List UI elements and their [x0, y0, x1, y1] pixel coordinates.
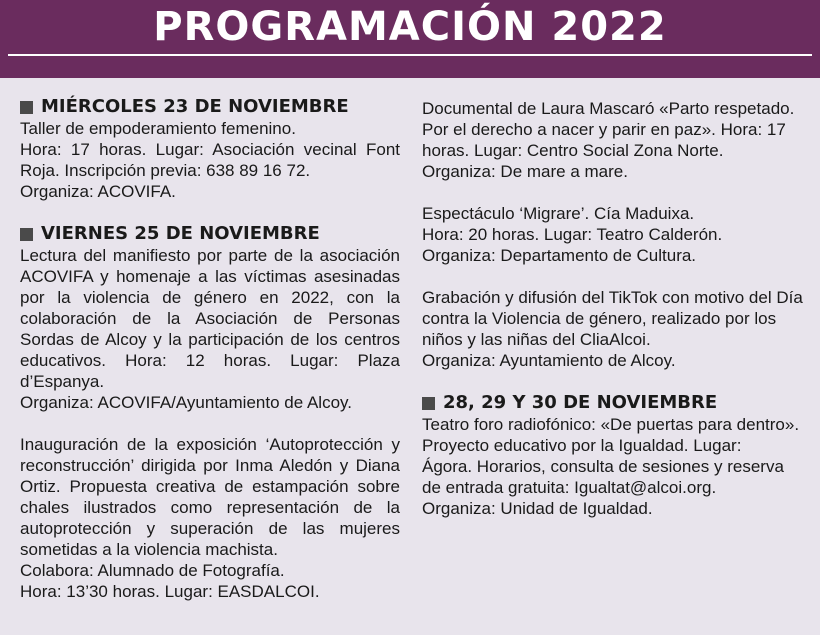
event-wednesday-23 [20, 96, 400, 202]
event-description: Espectáculo ‘Migrare’. Cía Maduixa. [422, 204, 695, 223]
event-description: Teatro foro radiofónico: «De puertas para dentro». Proyecto educativo por la Igualdad. Lugar: [422, 415, 800, 455]
event-date: 28, 29 Y 30 DE NOVIEMBRE [443, 392, 718, 413]
event-november-28-30 [422, 392, 804, 519]
event-date-heading [20, 223, 400, 245]
event-info: Hora: 20 horas. Lugar: Teatro Calderón. [422, 225, 723, 244]
event-date-heading [20, 96, 400, 118]
event-exhibition [20, 434, 400, 602]
event-organizer: Organiza: Departamento de Cultura. [422, 246, 697, 265]
event-organizer: Organiza: Ayuntamiento de Alcoy. [422, 351, 676, 370]
square-bullet-icon [422, 397, 435, 410]
event-description: Inauguración de la exposición ‘Autoprotección y reconstrucción’ dirigida por Inma Aledón y Diana Ortiz. Propuesta creativa de estampación sobre chales ilustrados como representación de la autoprotección y superación de las mujeres sometidas a la violencia machista. [20, 435, 400, 559]
square-bullet-icon [20, 101, 33, 114]
event-description: Lectura del manifiesto por parte de la asociación ACOVIFA y homenaje a las víctimas asesinadas por la violencia de género en 2022, con la colaboración de la Asociación de Personas Sordas de Alcoy y la participación de los centros educativos. Hora: 12 horas. Lugar: Plaza d’Espanya. [20, 246, 400, 391]
event-organizer: Organiza: De mare a mare. [422, 162, 628, 181]
event-date: VIERNES 25 DE NOVIEMBRE [41, 223, 320, 244]
event-date-heading [422, 392, 804, 414]
event-organizer: Organiza: ACOVIFA. [20, 182, 176, 201]
event-info: Hora: 13’30 horas. Lugar: EASDALCOI. [20, 582, 320, 601]
event-documentary [422, 98, 804, 182]
event-info: Hora: 17 horas. Lugar: Asociación vecinal Font Roja. Inscripción previa: 638 89 16 72. [20, 140, 400, 180]
event-description: Grabación y difusión del TikTok con motivo del Día contra la Violencia de género, realizado por los niños y las niñas del CliaAlcoi. [422, 288, 803, 349]
title-underline [8, 54, 812, 56]
event-info: Ágora. Horarios, consulta de sesiones y reserva de entrada gratuita: Igualtat@alcoi.org. [422, 457, 784, 497]
header-banner [0, 0, 820, 78]
event-friday-25 [20, 223, 400, 413]
event-description: Taller de empoderamiento femenino. [20, 119, 296, 138]
event-date: MIÉRCOLES 23 DE NOVIEMBRE [41, 96, 349, 117]
right-column [422, 96, 804, 519]
page-title: PROGRAMACIÓN 2022 [153, 4, 667, 50]
event-description: Documental de Laura Mascaró «Parto respetado. Por el derecho a nacer y parir en paz». Hora: 17 horas. Lugar: Centro Social Zona Norte. [422, 99, 795, 160]
event-organizer: Organiza: ACOVIFA/Ayuntamiento de Alcoy. [20, 393, 352, 412]
left-column [20, 96, 400, 602]
event-show [422, 203, 804, 266]
event-organizer: Organiza: Unidad de Igualdad. [422, 499, 653, 518]
event-collaborator: Colabora: Alumnado de Fotografía. [20, 561, 285, 580]
square-bullet-icon [20, 228, 33, 241]
event-tiktok [422, 287, 804, 371]
